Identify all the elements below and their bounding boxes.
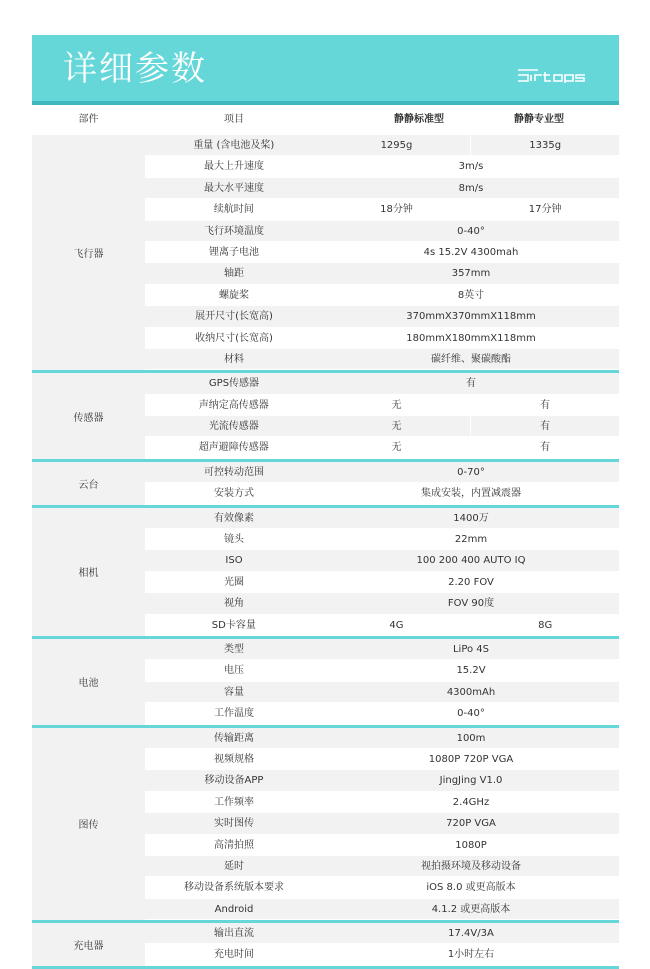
model-a-value: 18分钟 [380,204,413,216]
shared-value: 2.4GHz [452,796,490,808]
shared-value: 碳纤维、聚碳酸酯 [431,353,511,365]
shared-value: 8英寸 [457,289,485,301]
shared-value: 100m [456,732,486,744]
shared-value: 集成安装，内置减震器 [421,488,521,500]
shared-value: 22mm [454,534,488,546]
table-row [145,221,619,242]
shared-value: 1400万 [453,512,489,524]
model-a-value: 4G [389,619,404,631]
shared-value: 2.20 FOV [448,576,494,588]
shared-value: 1080P 720P VGA [428,753,514,765]
item-label: 实时图传 [214,818,254,830]
shared-value: 4.1.2 或更高版本 [431,903,511,915]
item-label: 续航时间 [213,204,254,216]
model-a-value: 无 [391,442,402,454]
group-label: 图传 [32,728,145,921]
table-row [145,242,619,263]
model-a-value: 无 [391,421,402,433]
item-label: 安装方式 [214,488,254,500]
table-row [145,615,619,636]
item-label: 视频规格 [214,753,254,765]
item-label: 最大上升速度 [204,161,264,173]
spec-table [32,135,619,969]
table-row [145,877,619,898]
item-label: 传输距离 [214,732,254,744]
shared-value: 3m/s [458,161,484,173]
page-title: 详细参数 [63,49,207,89]
item-label: 超声避障传感器 [198,442,269,454]
table-row [145,856,619,877]
shared-value: LiPo 4S [452,643,490,655]
table-row [145,728,619,749]
model-a-value: 1295g [380,140,413,151]
group-label: 传感器 [32,373,145,459]
table-row [145,135,619,156]
table-row [145,483,619,504]
item-label: 移动设备系统版本要求 [184,882,284,894]
shared-value: 15.2V [456,665,486,677]
shared-value: 1小时左右 [447,949,495,961]
table-row [145,529,619,550]
table-row [145,899,619,920]
group-label: 电池 [32,639,145,725]
item-label: 工作温度 [214,708,254,720]
item-label: 延时 [224,860,244,872]
spec-group [32,373,619,462]
item-label: 可控转动范围 [204,466,264,478]
table-row [145,373,619,394]
item-label: 充电时间 [214,949,254,961]
model-b-value: 有 [470,437,619,457]
item-label: 螺旋桨 [219,289,249,301]
spec-group [32,728,619,924]
shared-value: 8m/s [458,182,484,194]
table-row [145,178,619,199]
shared-value: 100 200 400 AUTO IQ [416,555,526,567]
banner-underline [32,101,619,105]
shared-value: 4s 15.2V 4300mah [423,246,519,258]
shared-value: 370mmX370mmX118mm [406,311,536,323]
table-row [145,703,619,724]
table-row [145,508,619,529]
item-label: 光圈 [224,576,244,588]
item-label: Android [214,903,254,915]
group-label: 充电器 [32,923,145,966]
model-b-value: 8G [470,615,619,635]
item-label: 重量 (含电池及桨) [193,140,275,151]
column-header-item: 项目 [224,114,244,125]
table-row [145,550,619,571]
airtops-logo [516,66,592,84]
table-row [145,593,619,614]
table-row [145,285,619,306]
shared-value: 17.4V/3A [448,928,494,940]
shared-value: iOS 8.0 或更高版本 [426,882,516,894]
item-label: 类型 [224,643,244,655]
group-label: 云台 [32,462,145,505]
table-row [145,306,619,327]
item-label: 移动设备APP [204,775,264,787]
table-row [145,416,619,437]
item-label: 输出直流 [214,928,254,940]
shared-value: 357mm [451,268,491,280]
item-label: 有效像素 [214,512,254,524]
shared-value: 0-70° [457,466,485,478]
spec-group [32,135,619,373]
item-label: 声纳定高传感器 [198,399,269,411]
shared-value: 0-40° [457,708,485,720]
table-row [145,199,619,220]
table-row [145,792,619,813]
item-label: 容量 [224,686,244,698]
item-label: 电压 [224,665,244,677]
spec-group [32,508,619,639]
item-label: 飞行环境温度 [204,225,264,237]
table-row [145,923,619,944]
model-b-value: 1335g [470,135,619,155]
column-header-part: 部件 [78,114,99,125]
item-label: 展开尺寸(长宽高) [195,311,273,323]
spec-group [32,462,619,508]
table-row [145,770,619,791]
table-row [145,263,619,284]
shared-value: JingJing V1.0 [439,775,503,787]
shared-value: 0-40° [457,225,485,237]
item-label: ISO [225,555,243,567]
column-header-model-a: 静静标准型 [394,114,444,125]
table-row [145,328,619,349]
table-row [145,813,619,834]
table-row [145,749,619,770]
item-label: SD卡容量 [211,619,256,631]
table-row [145,437,619,458]
item-label: 材料 [224,353,244,365]
item-label: 光流传感器 [208,421,259,433]
table-row [145,156,619,177]
model-b-value: 有 [470,395,619,415]
table-row [145,395,619,416]
table-row [145,462,619,483]
table-row [145,944,619,965]
model-b-value: 17分钟 [470,199,619,219]
table-row [145,660,619,681]
table-row [145,639,619,660]
table-row [145,682,619,703]
shared-value: 720P VGA [446,818,496,830]
table-row [145,349,619,370]
item-label: GPS传感器 [208,378,260,390]
group-label: 相机 [32,508,145,636]
model-b-value: 有 [470,416,619,436]
shared-value: 4300mAh [446,686,496,698]
shared-value: 180mmX180mmX118mm [406,332,536,344]
item-label: 镜头 [224,534,244,546]
spec-group [32,639,619,728]
item-label: 锂离子电池 [209,246,259,258]
item-label: 视角 [224,598,244,610]
shared-value: FOV 90度 [447,598,495,610]
shared-value: 视拍摄环境及移动设备 [421,860,521,872]
column-header-model-b: 静静专业型 [514,114,564,125]
item-label: 最大水平速度 [204,182,264,194]
table-row [145,572,619,593]
item-label: 高清拍照 [214,839,254,851]
item-label: 工作频率 [214,796,254,808]
item-label: 轴距 [224,268,244,280]
shared-value: 有 [466,378,476,390]
group-label: 飞行器 [32,135,145,370]
table-row [145,835,619,856]
model-a-value: 无 [391,399,402,411]
item-label: 收纳尺寸(长宽高) [195,332,273,344]
shared-value: 1080P [455,839,487,851]
